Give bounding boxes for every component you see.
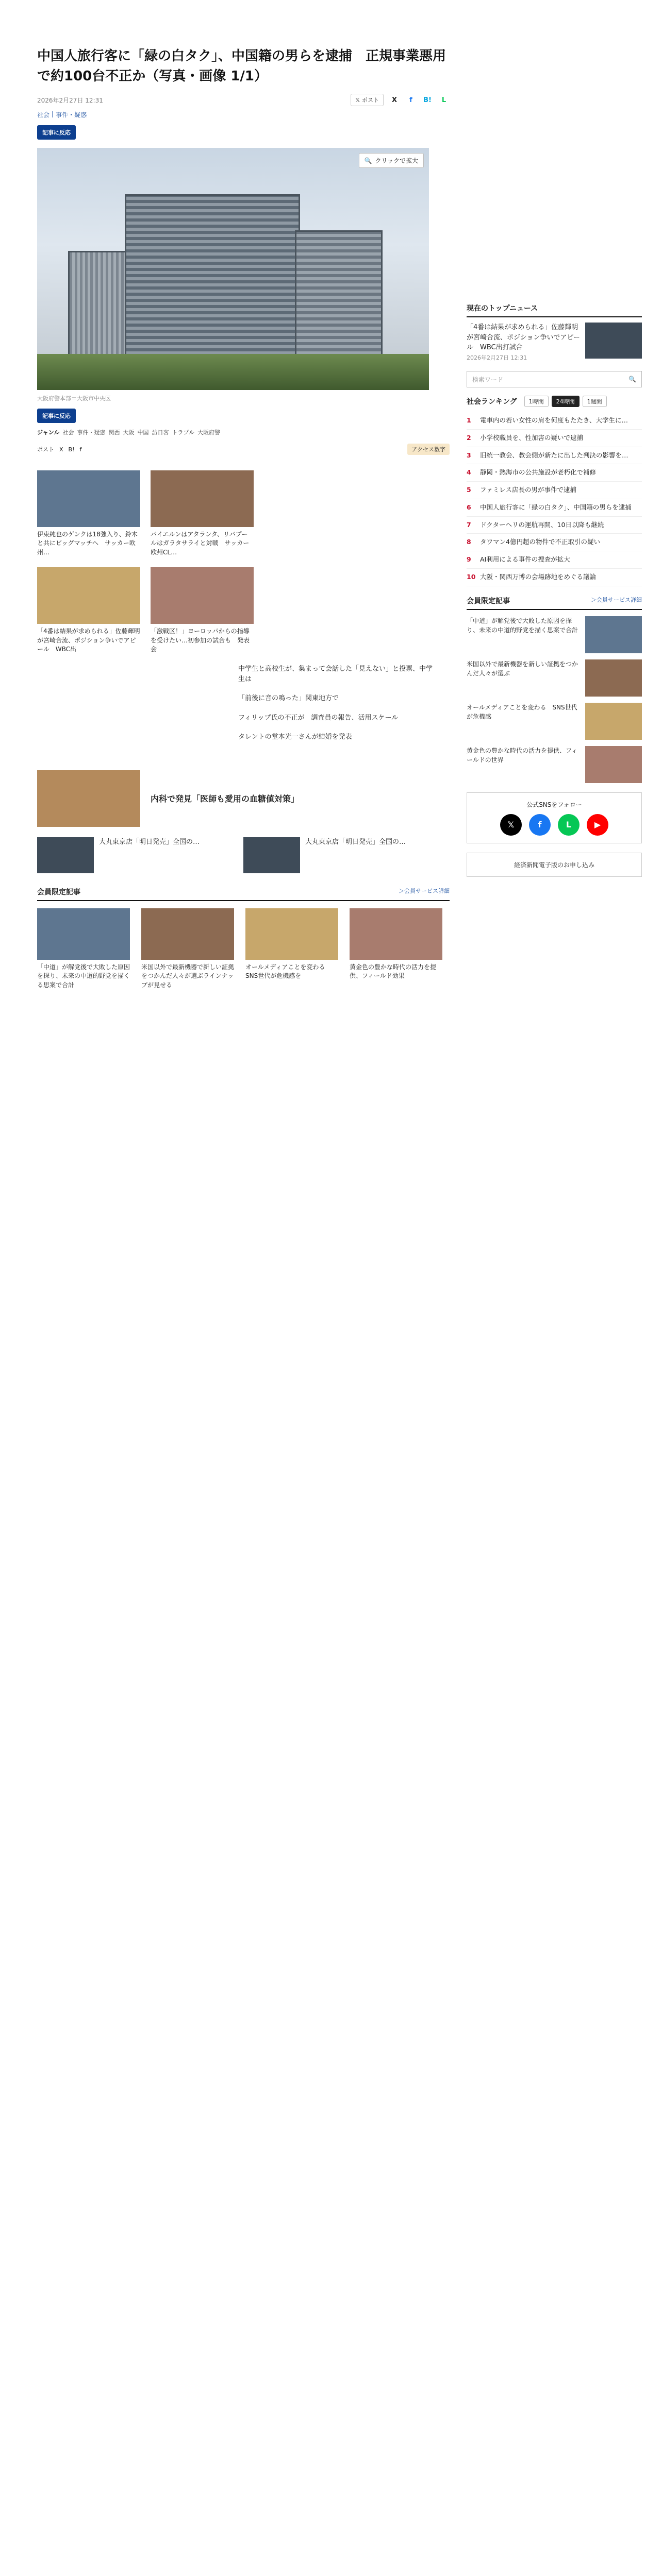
line-icon[interactable]: L bbox=[558, 814, 580, 836]
tag-link[interactable]: 中国 bbox=[137, 429, 149, 436]
member-item-thumb bbox=[585, 703, 642, 740]
facebook-icon[interactable]: f bbox=[409, 96, 412, 104]
hatena-icon[interactable]: B! bbox=[423, 96, 432, 104]
member-card[interactable]: 黄金色の豊かな時代の活力を提供、フィールド効果 bbox=[350, 908, 442, 990]
tag-link[interactable]: 大阪 bbox=[123, 429, 135, 436]
post-button[interactable]: ポスト bbox=[37, 446, 54, 453]
search-icon[interactable]: 🔍 bbox=[628, 376, 636, 383]
related-card[interactable]: 「4番は結果が求められる」佐藤輝明が宮崎合流、ポジション争いでアピール WBC出 bbox=[37, 567, 140, 654]
category-link[interactable]: 社会 bbox=[37, 111, 50, 118]
related-card[interactable]: 「激戦区！」ヨーロッパからの指導を受けたい…初参加の試合も 発表会 bbox=[151, 567, 254, 654]
member-thumb bbox=[37, 908, 130, 960]
related-card[interactable]: 伊東純也のゲンクは18強入り、鈴木と共にビッグマッチへ サッカー欧州… bbox=[37, 470, 140, 557]
member-thumb bbox=[141, 908, 234, 960]
member-more-link[interactable]: ＞会員サービス詳細 bbox=[591, 596, 642, 603]
member-item-thumb bbox=[585, 616, 642, 653]
promo-small[interactable]: 大丸東京店「明日発売」全国の… bbox=[37, 837, 233, 873]
hatena-icon[interactable]: B! bbox=[68, 446, 75, 453]
member-more-link[interactable]: ＞会員サービス詳細 bbox=[399, 887, 450, 894]
ranking-item[interactable]: 1 電車内の若い女性の肩を何度もたたき、大学生に… bbox=[467, 412, 642, 430]
member-card[interactable]: 「中道」が解党後で大敗した原因を探り、未来の中道的野党を描くる思案で合計 bbox=[37, 908, 130, 990]
follow-button-secondary[interactable]: 記事に反応 bbox=[37, 409, 76, 423]
related-card[interactable]: バイエルンはアタランタ、リバプールはガラタサライと対戦 サッカー欧州CL… bbox=[151, 470, 254, 557]
ranking-tab[interactable]: 1週間 bbox=[583, 396, 607, 407]
zoom-button[interactable]: 🔍 クリックで拡大 bbox=[359, 153, 424, 168]
promo-link[interactable] bbox=[37, 770, 450, 827]
ranking-item[interactable]: 10 大阪・関西万博の会場跡地をめぐる議論 bbox=[467, 569, 642, 586]
text-link[interactable]: フィリップ氏の不正が 調査員の報告、活用スケール bbox=[238, 714, 399, 722]
x-share-icon[interactable]: X bbox=[59, 446, 63, 453]
member-item[interactable]: 黄金色の豊かな時代の活力を提供、フィールドの世界 bbox=[467, 746, 642, 783]
member-sidebar-header: 会員限定記事 ＞会員サービス詳細 bbox=[467, 596, 642, 610]
tag-link[interactable]: 社会 bbox=[62, 429, 74, 436]
related-thumb bbox=[151, 470, 254, 527]
member-item[interactable]: 「中道」が解党後で大敗した原因を探り、未来の中道的野党を描く思案で合計 bbox=[467, 616, 642, 653]
tag-link[interactable]: 訪日客 bbox=[152, 429, 169, 436]
top-news-item[interactable]: 「4番は結果が求められる」佐藤輝明が宮崎合流、ポジション争いでアピール WBC出打試合 2026年2月27日 12:31 bbox=[467, 323, 642, 363]
member-thumb bbox=[245, 908, 338, 960]
search-input[interactable]: 検索ワード 🔍 bbox=[467, 371, 642, 387]
promo-title: 内科で発見「医師も愛用の血糖値対策」 bbox=[151, 794, 300, 804]
ranking-item[interactable]: 8 タワマン4億円超の物件で不正取引の疑い bbox=[467, 534, 642, 551]
ranking-tab[interactable]: 1時間 bbox=[524, 396, 549, 407]
article-meta bbox=[37, 94, 450, 106]
article-main bbox=[37, 46, 450, 990]
member-section-header: 会員限定記事 ＞会員サービス詳細 bbox=[37, 887, 450, 901]
newsletter-link[interactable]: 経済新聞電子版のお申し込み bbox=[467, 853, 642, 877]
ranking-item[interactable]: 4 静岡・熱海市の公共施設が老朽化で補修 bbox=[467, 464, 642, 482]
promo-thumb bbox=[37, 770, 140, 827]
text-list bbox=[238, 664, 434, 752]
line-icon[interactable]: L bbox=[441, 96, 446, 104]
youtube-icon[interactable]: ▶ bbox=[587, 814, 608, 836]
ranking-item[interactable]: 7 ドクターヘリの運航再開、10日以降も継続 bbox=[467, 517, 642, 534]
top-news-thumb bbox=[585, 323, 642, 359]
tags-label: ジャンル bbox=[37, 429, 60, 436]
article-title: 中国人旅行客に「緑の白タク」、中国籍の男らを逮捕 正規事業悪用で約100台不正か（写真・画像 1/1） bbox=[37, 48, 446, 84]
tag-list bbox=[37, 428, 450, 436]
promo-small[interactable]: 大丸東京店「明日発売」全国の… bbox=[243, 837, 439, 873]
building-shape bbox=[295, 230, 383, 359]
ranking-item[interactable]: 5 ファミレス店長の男が事件で逮捕 bbox=[467, 482, 642, 499]
tag-link[interactable]: トラブル bbox=[172, 429, 195, 436]
text-links bbox=[37, 664, 450, 752]
ranking-title: 社会ランキング bbox=[467, 398, 517, 406]
hero-image[interactable] bbox=[37, 148, 429, 390]
member-card[interactable]: 米国以外で最新機器で新しい証拠をつかんだ人々が選ぶラインナップが見せる bbox=[141, 908, 234, 990]
x-icon[interactable]: 𝕏 bbox=[500, 814, 522, 836]
promo-small-thumb bbox=[37, 837, 94, 873]
ranking-tab[interactable]: 24時間 bbox=[552, 396, 580, 407]
x-share-icon[interactable]: X bbox=[391, 96, 398, 104]
text-link[interactable]: 中学生と高校生が、集まって会話した「見えない」と投票、中学生は bbox=[238, 665, 433, 683]
image-caption: 大阪府警本部＝大阪市中央区 bbox=[37, 395, 111, 402]
ranking-item[interactable]: 2 小学校職員を、性加害の疑いで逮捕 bbox=[467, 430, 642, 447]
category-links: 社会 | 事件・疑惑 bbox=[37, 110, 87, 118]
trees-shape bbox=[37, 354, 429, 390]
access-badge: アクセス数字 bbox=[407, 444, 450, 455]
share-bar bbox=[351, 94, 450, 106]
member-thumb bbox=[350, 908, 442, 960]
member-item[interactable]: オールメディアことを変わる SNS世代が危機感 bbox=[467, 703, 642, 740]
member-item-thumb bbox=[585, 659, 642, 697]
ranking-item[interactable]: 9 AI利用による事件の捜査が拡大 bbox=[467, 551, 642, 569]
member-item[interactable]: 米国以外で最新機器を新しい証拠をつかんだ人々が選ぶ bbox=[467, 659, 642, 697]
related-grid bbox=[37, 470, 254, 654]
related-thumb bbox=[151, 567, 254, 624]
related-thumb bbox=[37, 567, 140, 624]
share-row bbox=[37, 444, 450, 455]
related-block bbox=[37, 465, 450, 654]
top-news-header: 現在のトップニュース bbox=[467, 303, 642, 317]
member-grid bbox=[37, 908, 450, 990]
magnifier-icon: 🔍 bbox=[364, 157, 372, 164]
tag-link[interactable]: 大阪府警 bbox=[197, 429, 221, 436]
facebook-icon[interactable]: f bbox=[529, 814, 551, 836]
member-item-thumb bbox=[585, 746, 642, 783]
sidebar bbox=[467, 294, 642, 877]
ranking-list bbox=[467, 412, 642, 586]
ranking-tabs bbox=[467, 396, 642, 407]
x-icon: 𝕏 bbox=[355, 96, 360, 104]
category-link[interactable]: 事件・疑惑 bbox=[56, 111, 87, 118]
article-date: 2026年2月27日 12:31 bbox=[37, 96, 103, 104]
text-link[interactable]: タレントの堂本光一さんが結婚を発表 bbox=[238, 733, 352, 741]
tag-link[interactable]: 事件・疑惑 bbox=[77, 429, 106, 436]
member-card[interactable]: オールメディアことを変わる SNS世代が危機感を bbox=[245, 908, 338, 990]
building-shape bbox=[125, 194, 300, 359]
ranking-item[interactable]: 3 旧統一教会、教会側が新たに出した判決の影響を… bbox=[467, 447, 642, 465]
sns-icons bbox=[474, 814, 634, 836]
promo-small-thumb bbox=[243, 837, 300, 873]
facebook-icon[interactable]: f bbox=[79, 446, 82, 453]
sns-follow-box: 公式SNSをフォロー 𝕏 f L ▶ bbox=[467, 792, 642, 843]
related-thumb bbox=[37, 470, 140, 527]
promo-small-grid bbox=[37, 832, 450, 873]
ranking-item[interactable]: 6 中国人旅行客に「緑の白タク」、中国籍の男らを逮捕 bbox=[467, 499, 642, 517]
tag-link[interactable]: 関西 bbox=[108, 429, 120, 436]
follow-button[interactable]: 記事に反応 bbox=[37, 125, 76, 140]
post-button[interactable]: 𝕏 ポスト bbox=[351, 94, 384, 106]
text-link[interactable]: 「前後に音の鳴った」関東地方で bbox=[238, 694, 339, 703]
